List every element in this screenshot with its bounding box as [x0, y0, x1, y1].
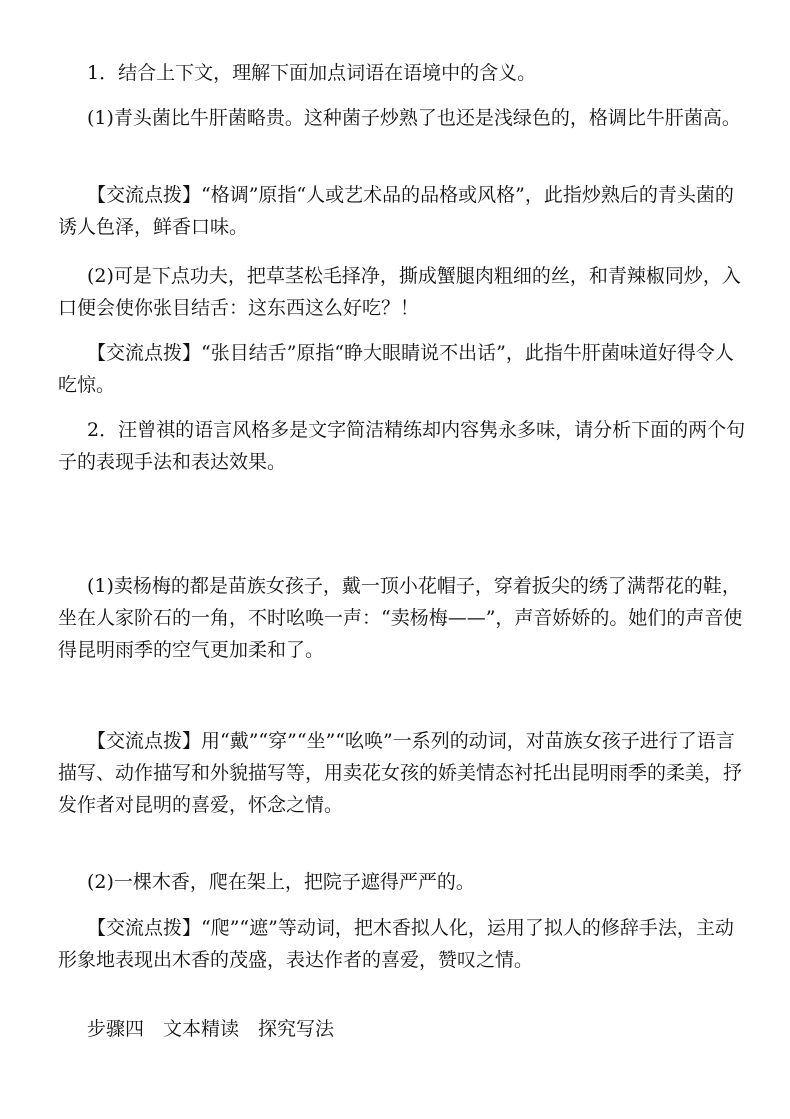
question-1-item-1-note: 【交流点拨】“格调”原指“人或艺术品的品格或风格”，此指炒熟后的青头菌的诱人色泽，鲜香口味。 [58, 184, 734, 238]
question-1-item-2-note: 【交流点拨】“张目结舌”原指“睁大眼睛说不出话”，此指牛肝菌味道好得令人吃惊。 [58, 342, 734, 396]
step-4-heading: 步骤四 文本精读 探究写法 [87, 1018, 335, 1040]
question-1-title: 1．结合上下文，理解下面加点词语在语境中的含义。 [87, 62, 537, 84]
question-2-item-1-note: 【交流点拨】用“戴”“穿”“坐”“吆唤”一系列的动词，对苗族女孩子进行了语言描写、动作描写和外貌描写等，用卖花女孩的娇美情态衬托出昆明雨季的柔美，抒发作者对昆明的喜爱，怀念之情。 [58, 730, 743, 816]
question-1-item-2: (2)可是下点功夫，把草茎松毛择净，撕成蟹腿肉粗细的丝，和青辣椒同炒，入口便会使你张目结舌：这东西这么好吃？！ [58, 265, 741, 319]
question-2-title: 2．汪曾祺的语言风格多是文字简洁精练却内容隽永多味，请分析下面的两个句子的表现手法和表达效果。 [58, 419, 746, 473]
question-2-item-1: (1)卖杨梅的都是苗族女孩子，戴一顶小花帽子，穿着扳尖的绣了满帮花的鞋，坐在人家阶石的一角，不时吆唤一声：“卖杨梅——”，声音娇娇的。她们的声音使得昆明雨季的空气更加柔和了。 [58, 575, 743, 661]
question-2-item-2: (2)一棵木香，爬在架上，把院子遮得严严的。 [87, 871, 475, 893]
question-1-item-1: (1)青头菌比牛肝菌略贵。这种菌子炒熟了也还是浅绿色的，格调比牛肝菌高。 [87, 107, 741, 129]
question-2-item-2-note: 【交流点拨】“爬”“遮”等动词，把木香拟人化，运用了拟人的修辞手法，主动形象地表现出木香的茂盛，表达作者的喜爱，赞叹之情。 [58, 917, 734, 971]
